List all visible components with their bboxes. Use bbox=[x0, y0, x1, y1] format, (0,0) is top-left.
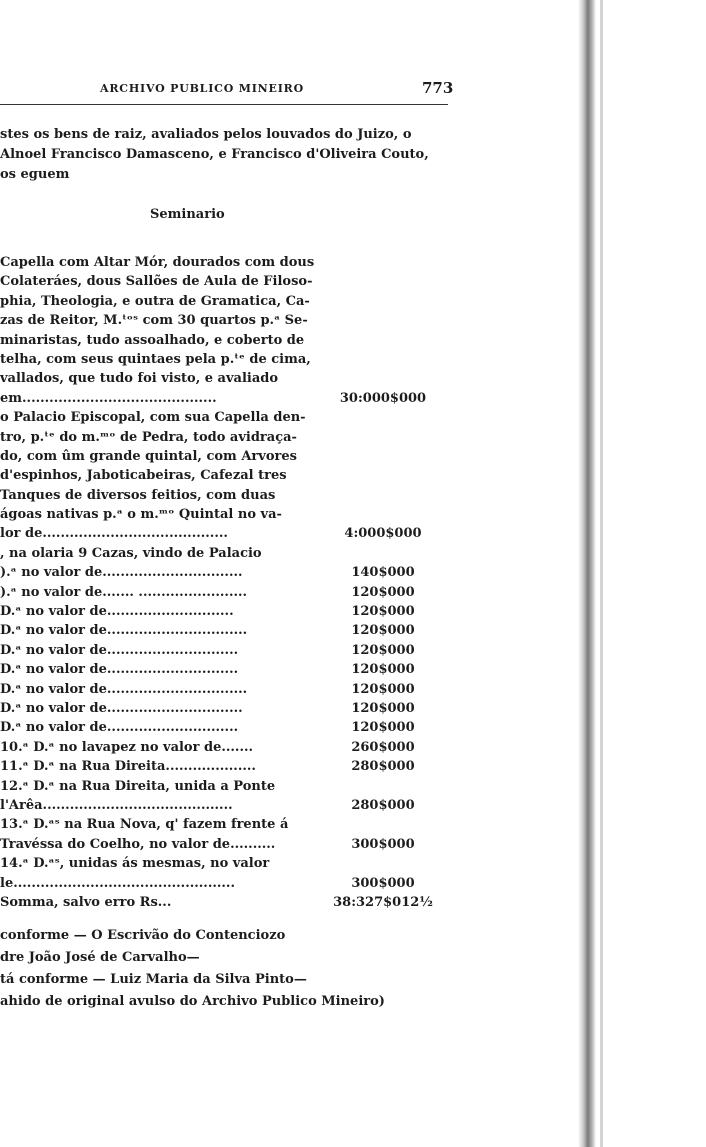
line-text: tro, p.ᵗᵉ do m.ᵐᵒ de Pedra, todo avidraça- bbox=[0, 429, 297, 445]
inventory-line bbox=[0, 777, 448, 796]
line-value: 120$000 bbox=[351, 700, 415, 716]
line-value: 260$000 bbox=[351, 739, 415, 755]
header-rule bbox=[0, 104, 448, 105]
line-text: Travéssa do Coelho, no valor de.......... bbox=[0, 836, 276, 852]
line-text: ).ᵃ no valor de............................... bbox=[0, 565, 243, 581]
line-text: em........................................... bbox=[0, 390, 217, 406]
footer-notes bbox=[0, 925, 448, 1013]
inventory-line bbox=[0, 660, 448, 679]
line-text: minaristas, tudo assoalhado, e coberto de bbox=[0, 332, 305, 348]
line-value: 120$000 bbox=[351, 623, 415, 639]
line-value: 140$000 bbox=[351, 565, 415, 581]
line-text: ).ᵃ no valor de....... ........................ bbox=[0, 584, 248, 600]
page-number: 773 bbox=[422, 79, 454, 97]
line-text: Tanques de diversos feitios, com duas bbox=[0, 487, 276, 503]
inventory-line bbox=[0, 272, 448, 291]
line-text: 10.ᵃ D.ᵃ no lavapez no valor de....... bbox=[0, 739, 254, 755]
line-value: 120$000 bbox=[351, 642, 415, 658]
inventory-line bbox=[0, 524, 448, 543]
inventory-line bbox=[0, 893, 448, 912]
line-text: D.ᵃ no valor de............................. bbox=[0, 662, 239, 678]
running-header-title: ARCHIVO PUBLICO MINEIRO bbox=[100, 82, 304, 95]
inventory-line bbox=[0, 544, 448, 563]
footer-line: dre João José de Carvalho— bbox=[0, 950, 200, 965]
inventory-line bbox=[0, 253, 448, 272]
inventory-line bbox=[0, 641, 448, 660]
line-text: ágoas nativas p.ᵃ o m.ᵐᵒ Quintal no va- bbox=[0, 507, 282, 523]
inventory-line bbox=[0, 583, 448, 602]
line-text: D.ᵃ no valor de............................... bbox=[0, 623, 248, 639]
line-value: 4:000$000 bbox=[344, 526, 422, 542]
line-value: 120$000 bbox=[351, 584, 415, 600]
line-text: le................................................. bbox=[0, 875, 235, 891]
line-value: 30:000$000 bbox=[339, 390, 427, 406]
inventory-line bbox=[0, 796, 448, 815]
line-text: l'Arêa.......................................... bbox=[0, 797, 233, 813]
inventory-line bbox=[0, 854, 448, 873]
line-value: 120$000 bbox=[351, 720, 415, 736]
inventory-line bbox=[0, 874, 448, 893]
inventory-line bbox=[0, 350, 448, 369]
line-value: 300$000 bbox=[351, 836, 415, 852]
line-text: o Palacio Episcopal, com sua Capella den- bbox=[0, 410, 306, 426]
line-text: telha, com seus quintaes pela p.ᵗᵉ de cima, bbox=[0, 351, 311, 367]
line-text: D.ᵃ no valor de............................... bbox=[0, 681, 248, 697]
line-value: 300$000 bbox=[351, 875, 415, 891]
inventory-line bbox=[0, 466, 448, 485]
line-value: 120$000 bbox=[351, 681, 415, 697]
line-value: 38:327$012½ bbox=[333, 894, 433, 910]
line-text: do, com ûm grande quintal, com Arvores bbox=[0, 448, 297, 464]
inventory-line bbox=[0, 311, 448, 330]
inventory-line bbox=[0, 680, 448, 699]
page-binding-shadow bbox=[600, 0, 603, 1147]
inventory-line bbox=[0, 757, 448, 776]
inventory-line bbox=[0, 835, 448, 854]
line-text: 12.ᵃ D.ᵃ na Rua Direita, unida a Ponte bbox=[0, 778, 276, 794]
line-text: 14.ᵃ D.ᵃˢ, unidas ás mesmas, no valor bbox=[0, 856, 270, 872]
inventory-line bbox=[0, 447, 448, 466]
line-text: , na olaria 9 Cazas, vindo de Palacio bbox=[0, 545, 262, 561]
line-text: phia, Theologia, e outra de Gramatica, Ca- bbox=[0, 293, 310, 309]
inventory-line bbox=[0, 699, 448, 718]
inventory-line bbox=[0, 505, 448, 524]
line-value: 120$000 bbox=[351, 604, 415, 620]
intro-paragraph: stes os bens de raiz, avaliados pelos louvados do Juizo, o Alnoel Francisco Damasceno, e Francisco d'Oliveira Couto, os eguem bbox=[0, 127, 429, 182]
line-value: 120$000 bbox=[351, 662, 415, 678]
line-text: D.ᵃ no valor de............................ bbox=[0, 604, 234, 620]
inventory-line bbox=[0, 331, 448, 350]
inventory-line bbox=[0, 408, 448, 427]
inventory-line bbox=[0, 738, 448, 757]
section-title: Seminario bbox=[150, 207, 225, 222]
line-text: D.ᵃ no valor de............................. bbox=[0, 642, 239, 658]
inventory-line bbox=[0, 292, 448, 311]
line-value: 280$000 bbox=[351, 797, 415, 813]
footer-line: tá conforme — Luiz Maria da Silva Pinto— bbox=[0, 972, 307, 987]
line-text: D.ᵃ no valor de.............................. bbox=[0, 700, 243, 716]
inventory-line bbox=[0, 369, 448, 388]
inventory-line bbox=[0, 563, 448, 582]
line-text: Capella com Altar Mór, dourados com dous bbox=[0, 255, 315, 270]
line-text: zas de Reitor, M.ᵗᵒˢ com 30 quartos p.ᵃ Se- bbox=[0, 313, 308, 329]
footer-line: conforme — O Escrivão do Contenciozo bbox=[0, 928, 286, 943]
line-text: 11.ᵃ D.ᵃ na Rua Direita.................... bbox=[0, 759, 256, 775]
line-text: vallados, que tudo foi visto, e avaliado bbox=[0, 371, 279, 387]
line-text: D.ᵃ no valor de............................. bbox=[0, 720, 239, 736]
footer-line: ahido de original avulso do Archivo Publico Mineiro) bbox=[0, 994, 385, 1009]
inventory-line bbox=[0, 389, 448, 408]
line-text: 13.ᵃ D.ᵃˢ na Rua Nova, q' fazem frente á bbox=[0, 817, 289, 833]
line-text: Colateráes, dous Sallões de Aula de Filoso- bbox=[0, 274, 313, 290]
line-value: 280$000 bbox=[351, 759, 415, 775]
line-text: Somma, salvo erro Rs... bbox=[0, 894, 172, 910]
inventory-list bbox=[0, 253, 448, 912]
line-text: lor de......................................... bbox=[0, 526, 228, 542]
inventory-line bbox=[0, 428, 448, 447]
inventory-line bbox=[0, 815, 448, 834]
inventory-line bbox=[0, 621, 448, 640]
inventory-line bbox=[0, 718, 448, 737]
page-binding-edge bbox=[578, 0, 596, 1147]
inventory-line bbox=[0, 602, 448, 621]
line-text: d'espinhos, Jaboticabeiras, Cafezal tres bbox=[0, 468, 287, 484]
inventory-line bbox=[0, 486, 448, 505]
